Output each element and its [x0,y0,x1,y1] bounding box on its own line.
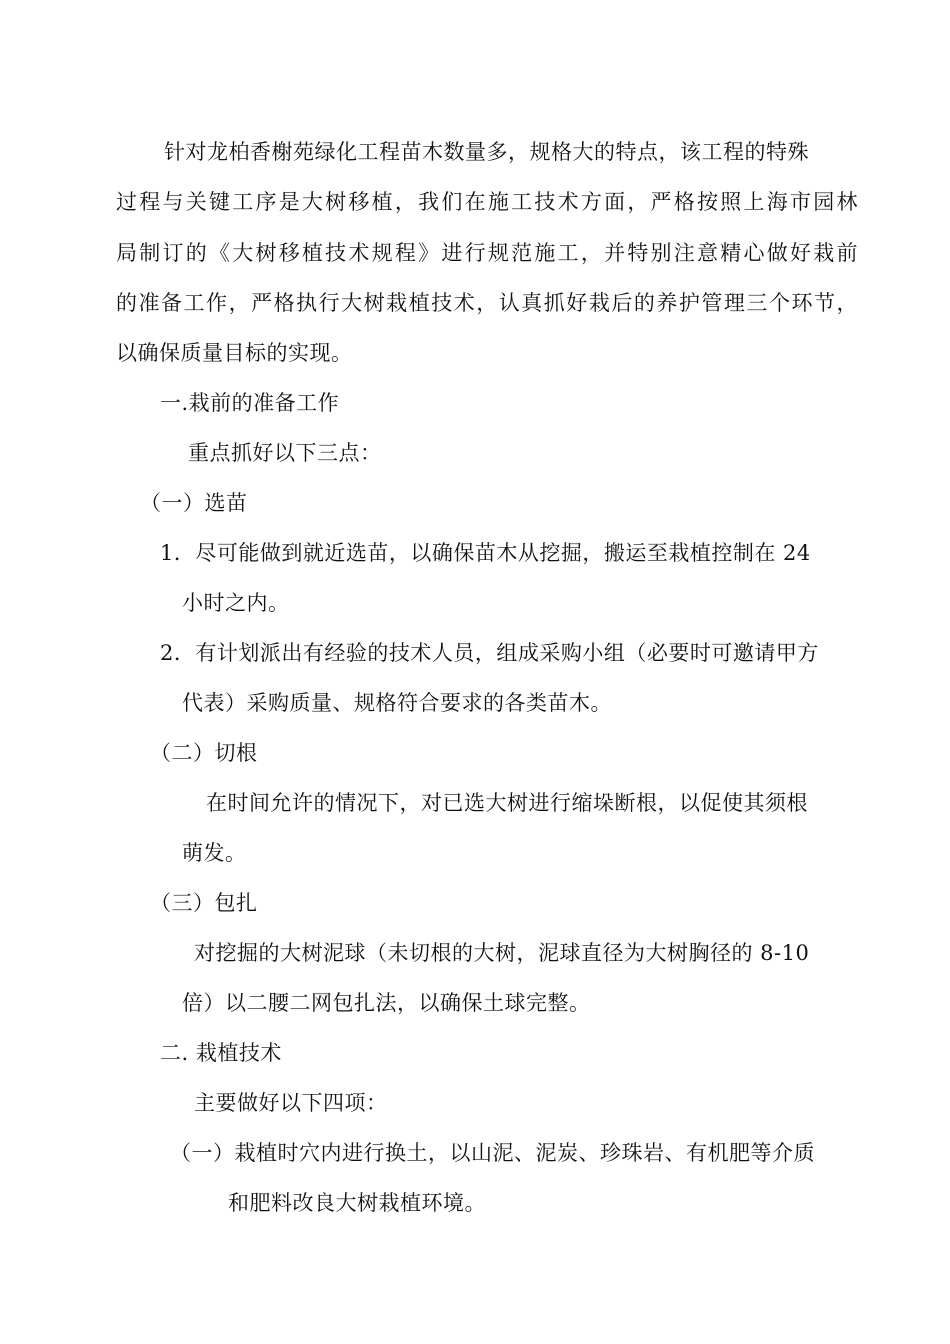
section-2-item-1-line-1: （一）栽植时穴内进行换土，以山泥、泥炭、珍珠岩、有机肥等介质 [170,1141,815,1165]
sub-3-line-2: 倍）以二腰二网包扎法，以确保土球完整。 [182,991,591,1015]
sub-1-heading: （一）选苗 [140,491,248,515]
sub-1-item-1-line-2: 小时之内。 [182,591,290,615]
intro-line-4: 的准备工作，严格执行大树栽植技术，认真抓好栽后的养护管理三个环节， [116,291,858,315]
sub-3-heading: （三）包扎 [150,891,258,915]
section-2-item-1-line-2: 和肥料改良大树栽植环境。 [228,1191,486,1215]
sub-2-line-2: 萌发。 [182,841,247,865]
sub-3-line-1: 对挖掘的大树泥球（未切根的大树，泥球直径为大树胸径的 8-10 [194,941,810,965]
intro-line-3: 局制订的《大树移植技术规程》进行规范施工，并特别注意精心做好栽前 [116,241,858,265]
sub-1-item-2-line-1: 2．有计划派出有经验的技术人员，组成采购小组（必要时可邀请甲方 [160,641,819,665]
intro-line-1: 针对龙柏香榭苑绿化工程苗木数量多，规格大的特点，该工程的特殊 [164,140,809,164]
sub-1-item-2-line-2: 代表）采购质量、规格符合要求的各类苗木。 [182,691,612,715]
section-2-heading: 二. 栽植技术 [160,1041,282,1065]
section-1-lead: 重点抓好以下三点： [188,441,382,465]
sub-1-item-1-line-1: 1．尽可能做到就近选苗，以确保苗木从挖掘，搬运至栽植控制在 24 [160,541,811,565]
section-1-heading: 一.栽前的准备工作 [160,391,340,415]
intro-line-5: 以确保质量目标的实现。 [116,341,353,365]
section-2-lead: 主要做好以下四项： [194,1091,388,1115]
sub-2-line-1: 在时间允许的情况下，对已选大树进行缩垛断根，以促使其须根 [206,791,808,815]
intro-line-2: 过程与关键工序是大树移植，我们在施工技术方面，严格按照上海市园林 [116,190,858,214]
sub-2-heading: （二）切根 [150,741,258,765]
